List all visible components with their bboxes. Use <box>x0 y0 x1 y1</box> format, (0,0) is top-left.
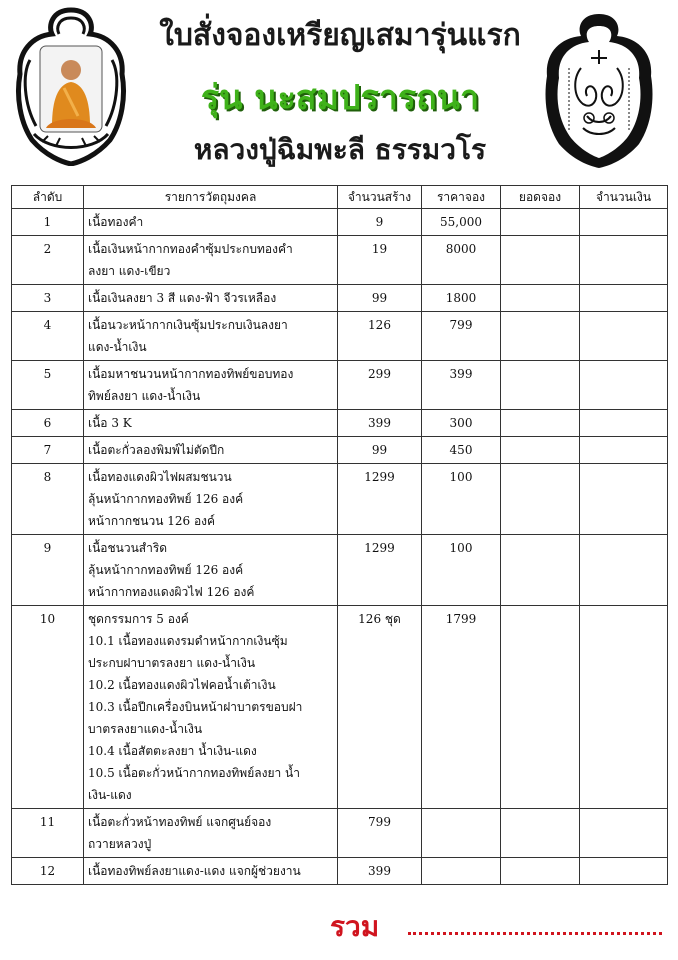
order-number-cell: 10 <box>12 606 84 809</box>
order-number-cell: 9 <box>12 535 84 606</box>
item-description-line: ทิพย์ลงยา แดง-น้ำเงิน <box>88 389 201 403</box>
item-description-line: 10.3 เนื้อปีกเครื่องบินหน้าฝาบาตรขอบฝา <box>88 700 303 714</box>
table-row <box>12 858 668 885</box>
item-description-line: เนื้อ 3 K <box>88 416 132 430</box>
monk-name: หลวงปู่ฉิมพะลี ธรรมวโร <box>193 133 487 166</box>
table-row <box>12 464 668 535</box>
quantity-made-cell: 1299 <box>338 535 422 606</box>
column-header-price: ราคาจอง <box>422 186 501 209</box>
item-description-line: 10.4 เนื้อสัตตะลงยา น้ำเงิน-แดง <box>88 744 257 758</box>
monk-portrait-medal-icon <box>12 4 130 166</box>
item-description-cell <box>84 809 338 858</box>
item-description-line: เนื้อเงินหน้ากากทองคำซุ้มประกบทองคำ <box>88 242 293 256</box>
yant-inscription-medal-icon <box>537 8 661 168</box>
amount-cell[interactable] <box>580 464 668 535</box>
series-name: รุ่น นะสมปรารถนา <box>200 78 480 118</box>
item-description-line: เนื้อทองแดงผิวไฟผสมชนวน <box>88 470 232 484</box>
item-description-line: 10.2 เนื้อทองแดงผิวไฟคอน้ำเต้าเงิน <box>88 678 276 692</box>
order-number-cell: 8 <box>12 464 84 535</box>
item-description-line: ประกบฝาบาตรลงยา แดง-น้ำเงิน <box>88 656 256 670</box>
amount-cell[interactable] <box>580 209 668 236</box>
quantity-made-cell: 399 <box>338 858 422 885</box>
item-description-cell <box>84 285 338 312</box>
item-description-line: ถวายหลวงปู่ <box>88 837 152 851</box>
item-description-cell <box>84 437 338 464</box>
table-row <box>12 535 668 606</box>
item-description-line: ลงยา แดง-เขียว <box>88 264 171 278</box>
item-description-cell <box>84 606 338 809</box>
order-number-cell: 7 <box>12 437 84 464</box>
item-description-cell <box>84 209 338 236</box>
item-description-cell <box>84 361 338 410</box>
amount-cell[interactable] <box>580 606 668 809</box>
price-cell <box>422 858 501 885</box>
item-description-line: หน้ากากทองแดงผิวไฟ 126 องค์ <box>88 585 255 599</box>
ordered-quantity-cell[interactable] <box>501 209 580 236</box>
quantity-made-cell: 99 <box>338 437 422 464</box>
order-number-cell: 6 <box>12 410 84 437</box>
ordered-quantity-cell[interactable] <box>501 361 580 410</box>
quantity-made-cell: 19 <box>338 236 422 285</box>
column-header-amount: จำนวนเงิน <box>580 186 668 209</box>
order-number-cell: 1 <box>12 209 84 236</box>
price-cell: 399 <box>422 361 501 410</box>
table-row <box>12 209 668 236</box>
price-cell: 300 <box>422 410 501 437</box>
table-row <box>12 285 668 312</box>
table-row <box>12 312 668 361</box>
column-header-ordered: ยอดจอง <box>501 186 580 209</box>
order-number-cell: 2 <box>12 236 84 285</box>
quantity-made-cell: 299 <box>338 361 422 410</box>
order-number-cell: 4 <box>12 312 84 361</box>
total-fill-line[interactable] <box>408 918 662 935</box>
table-row <box>12 437 668 464</box>
ordered-quantity-cell[interactable] <box>501 535 580 606</box>
item-description-line: เนื้อเงินลงยา 3 สี แดง-ฟ้า จีวรเหลือง <box>88 291 277 305</box>
item-description-line: เนื้อนวะหน้ากากเงินซุ้มประกบเงินลงยา <box>88 318 288 332</box>
item-description-cell <box>84 312 338 361</box>
ordered-quantity-cell[interactable] <box>501 437 580 464</box>
table-row <box>12 410 668 437</box>
order-number-cell: 12 <box>12 858 84 885</box>
quantity-made-cell: 126 ชุด <box>338 606 422 809</box>
price-cell: 1800 <box>422 285 501 312</box>
item-description-cell <box>84 410 338 437</box>
price-cell: 799 <box>422 312 501 361</box>
price-cell: 100 <box>422 535 501 606</box>
header <box>0 0 678 180</box>
item-description-line: เนื้อตะกั่วลองพิมพ์ไม่ตัดปีก <box>88 443 225 457</box>
column-header-quantity-made: จำนวนสร้าง <box>338 186 422 209</box>
table-row <box>12 361 668 410</box>
price-cell: 8000 <box>422 236 501 285</box>
price-cell <box>422 809 501 858</box>
amount-cell[interactable] <box>580 535 668 606</box>
item-description-line: เนื้อทองทิพย์ลงยาแดง-แดง แจกผู้ช่วยงาน <box>88 864 301 878</box>
total-label: รวม <box>330 910 380 943</box>
price-cell: 450 <box>422 437 501 464</box>
ordered-quantity-cell[interactable] <box>501 285 580 312</box>
order-number-cell: 11 <box>12 809 84 858</box>
item-description-cell <box>84 236 338 285</box>
ordered-quantity-cell[interactable] <box>501 858 580 885</box>
price-cell: 100 <box>422 464 501 535</box>
table-row <box>12 809 668 858</box>
amount-cell[interactable] <box>580 858 668 885</box>
item-description-line: ลุ้นหน้ากากทองทิพย์ 126 องค์ <box>88 563 244 577</box>
price-cell: 55,000 <box>422 209 501 236</box>
amount-cell[interactable] <box>580 437 668 464</box>
ordered-quantity-cell[interactable] <box>501 236 580 285</box>
ordered-quantity-cell[interactable] <box>501 464 580 535</box>
quantity-made-cell: 99 <box>338 285 422 312</box>
item-description-cell <box>84 464 338 535</box>
column-header-order: ลำดับ <box>12 186 84 209</box>
quantity-made-cell: 399 <box>338 410 422 437</box>
price-cell: 1799 <box>422 606 501 809</box>
item-description-line: เนื้อตะกั่วหน้าทองทิพย์ แจกศูนย์จอง <box>88 815 272 829</box>
quantity-made-cell: 126 <box>338 312 422 361</box>
quantity-made-cell: 1299 <box>338 464 422 535</box>
item-description-line: เนื้อชนวนสำริด <box>88 541 168 555</box>
table-header-row <box>12 186 668 209</box>
item-description-line: เนื้อมหาชนวนหน้ากากทองทิพย์ขอบทอง <box>88 367 294 381</box>
table-body <box>12 209 668 885</box>
amulet-order-table <box>11 185 668 885</box>
table-row <box>12 236 668 285</box>
order-number-cell: 3 <box>12 285 84 312</box>
quantity-made-cell: 9 <box>338 209 422 236</box>
quantity-made-cell: 799 <box>338 809 422 858</box>
item-description-line: ลุ้นหน้ากากทองทิพย์ 126 องค์ <box>88 492 244 506</box>
amount-cell[interactable] <box>580 285 668 312</box>
amount-cell[interactable] <box>580 410 668 437</box>
order-number-cell: 5 <box>12 361 84 410</box>
item-description-line: บาตรลงยาแดง-น้ำเงิน <box>88 722 203 736</box>
item-description-line: 10.5 เนื้อตะกั่วหน้ากากทองทิพย์ลงยา น้ำ <box>88 766 300 780</box>
table-row <box>12 606 668 809</box>
item-description-line: ชุดกรรมการ 5 องค์ <box>88 612 189 626</box>
amount-cell[interactable] <box>580 361 668 410</box>
item-description-line: เงิน-แดง <box>88 788 132 802</box>
item-description-cell <box>84 535 338 606</box>
page-title: ใบสั่งจองเหรียญเสมารุ่นแรก <box>159 18 521 53</box>
amount-cell[interactable] <box>580 236 668 285</box>
ordered-quantity-cell[interactable] <box>501 410 580 437</box>
item-description-line: 10.1 เนื้อทองแดงรมดำหน้ากากเงินซุ้ม <box>88 634 288 648</box>
item-description-line: หน้ากากชนวน 126 องค์ <box>88 514 216 528</box>
ordered-quantity-cell[interactable] <box>501 312 580 361</box>
column-header-item: รายการวัตถุมงคล <box>84 186 338 209</box>
ordered-quantity-cell[interactable] <box>501 606 580 809</box>
item-description-cell <box>84 858 338 885</box>
item-description-line: แดง-น้ำเงิน <box>88 340 147 354</box>
ordered-quantity-cell[interactable] <box>501 809 580 858</box>
amount-cell[interactable] <box>580 312 668 361</box>
item-description-line: เนื้อทองคำ <box>88 215 144 229</box>
amount-cell[interactable] <box>580 809 668 858</box>
